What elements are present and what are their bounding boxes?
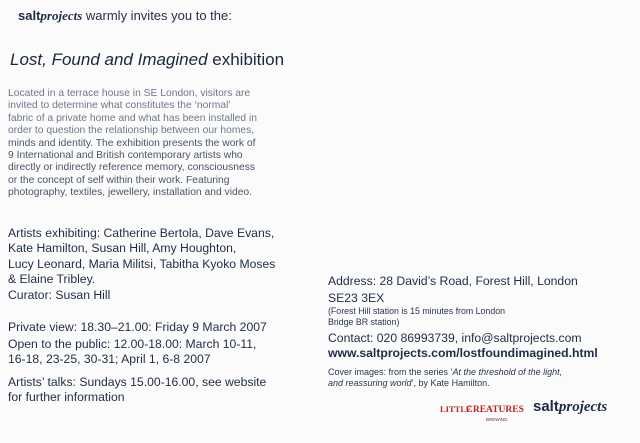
- title-rest: exhibition: [207, 50, 285, 69]
- projects-wordmark: projects: [40, 8, 83, 23]
- private-view: [8, 320, 267, 335]
- postcode: SE23 3EX: [328, 291, 385, 305]
- logo-salt: salt: [533, 398, 559, 415]
- description-line: or the concept of self within their work. Featuring: [8, 174, 230, 186]
- description-paragraph: [8, 88, 257, 200]
- open-to-public: [8, 337, 256, 368]
- little-creatures-logo: [436, 400, 526, 426]
- description-line: order to question the relationship between our homes,: [8, 125, 255, 137]
- artists-talks: [8, 375, 266, 406]
- saltprojects-logo: [533, 398, 607, 416]
- artists-block: [8, 226, 275, 303]
- description-line: invited to determine what constitutes the ‘normal’: [8, 100, 231, 112]
- artists-line: Artists exhibiting: Catherine Bertola, Dave Evans,: [8, 226, 275, 240]
- description-line: fabric of a private home and what has been installed in: [8, 112, 257, 124]
- invitation-line: [18, 8, 232, 24]
- description-line: minds and identity. The exhibition presents the work of: [8, 137, 256, 149]
- contact-line[interactable]: Contact: 020 86993739, info@saltprojects.com: [328, 331, 582, 345]
- exhibition-title: [10, 50, 284, 70]
- cover-series-title: At the threshold of the light,: [452, 367, 563, 377]
- description-line: directly or indirectly reference memory, consciousness: [8, 162, 256, 174]
- cover-prefix: Cover images: from the series ‘: [328, 367, 453, 377]
- artists-line: & Elaine Tribley.: [8, 272, 96, 287]
- description-line: 9 International and British contemporary artists who: [8, 150, 243, 162]
- address-line: Address: 28 David’s Road, Forest Hill, London: [328, 274, 578, 288]
- talks-line: Artists’ talks: Sundays 15.00-16.00, see website: [8, 375, 267, 389]
- title-italic: Lost, Found and Imagined: [10, 50, 208, 69]
- artists-line: Kate Hamilton, Susan Hill, Amy Houghton,: [8, 241, 237, 256]
- cover-suffix: ’, by Kate Hamilton.: [411, 378, 490, 389]
- station-note: (Forest Hill station is 15 minutes from London: [328, 306, 505, 317]
- open-line: 16-18, 23-25, 30-31; April 1, 6-8 2007: [8, 352, 211, 367]
- logo-creatures: CREATURES: [466, 405, 524, 415]
- curator-line: Curator: Susan Hill: [8, 287, 111, 302]
- website-link[interactable]: www.saltprojects.com/lostfoundimagined.html: [328, 346, 598, 361]
- logo-projects: projects: [558, 399, 608, 415]
- address-block: [328, 274, 578, 289]
- artists-line: Lucy Leonard, Maria Militsi, Tabitha Kyoko Moses: [8, 256, 276, 271]
- open-line: Open to the public: 12.00-18.00: March 10-11,: [8, 337, 257, 351]
- private-view-text: Private view: 18.30–21.00: Friday 9 March 2007: [8, 320, 267, 334]
- station-note-cont: Bridge BR station): [328, 317, 400, 328]
- logo-brewing: BREWING: [486, 417, 508, 422]
- invitation-text: warmly invites you to the:: [82, 8, 232, 23]
- cover-series-title-cont: and reassuring world: [328, 378, 412, 389]
- logo-little: LITTLE: [440, 404, 472, 414]
- description-line: Located in a terrace house in SE London, visitors are: [8, 88, 251, 99]
- salt-wordmark: salt: [18, 8, 41, 23]
- description-line: photography, textiles, jewellery, installation and video.: [8, 187, 253, 199]
- address-postcode-block: [328, 291, 505, 328]
- cover-credit: [328, 367, 562, 390]
- talks-line: for further information: [8, 390, 125, 405]
- contact-block: [328, 331, 598, 362]
